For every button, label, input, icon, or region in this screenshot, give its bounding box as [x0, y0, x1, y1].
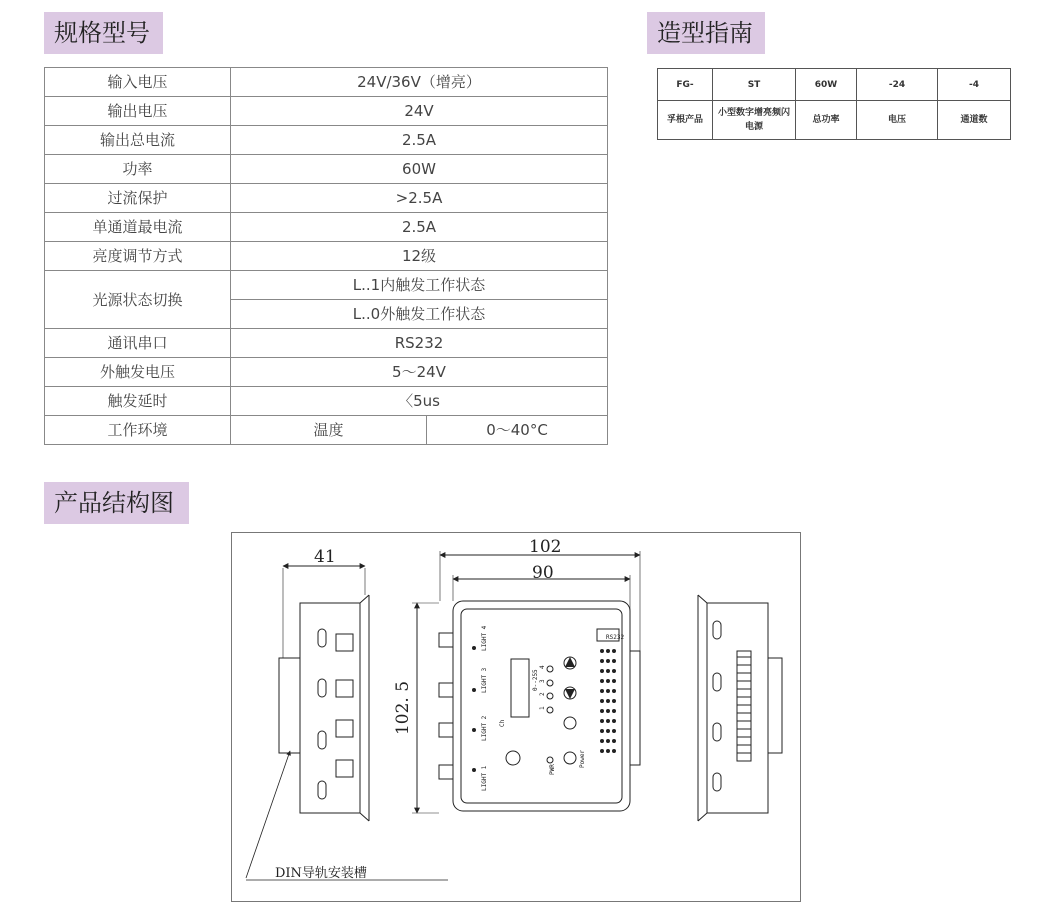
spec-table: [44, 67, 608, 445]
channel-number-3: 3: [539, 679, 546, 683]
spec-value: 60W: [231, 155, 608, 184]
spec-value: 2.5A: [231, 126, 608, 155]
spec-label: 单通道最电流: [45, 213, 231, 242]
structure-drawing: [231, 532, 801, 902]
spec-label: 输出总电流: [45, 126, 231, 155]
spec-value: >2.5A: [231, 184, 608, 213]
spec-value: 〈5us: [231, 387, 608, 416]
guide-code: -24: [857, 69, 938, 101]
guide-code: 60W: [796, 69, 857, 101]
guide-code: ST: [713, 69, 796, 101]
pwr-label: PWR: [549, 764, 556, 775]
guide-meaning: 总功率: [796, 101, 857, 140]
spec-label: 外触发电压: [45, 358, 231, 387]
spec-label: 触发延时: [45, 387, 231, 416]
dim-label-41: 41: [314, 547, 336, 567]
terminal-label: RS232: [606, 634, 625, 641]
light-label-1: LIGHT 1: [481, 765, 488, 791]
spec-value: L..0外触发工作状态: [231, 300, 608, 329]
spec-label: 工作环境: [45, 416, 231, 445]
channel-number-2: 2: [539, 692, 546, 696]
table-row: [45, 155, 608, 184]
light-label-3: LIGHT 3: [481, 667, 488, 693]
spec-label: 亮度调节方式: [45, 242, 231, 271]
guide-code: -4: [938, 69, 1011, 101]
table-row: [45, 329, 608, 358]
spec-label: 通讯串口: [45, 329, 231, 358]
spec-label: 光源状态切换: [45, 271, 231, 329]
spec-value: 5～24V: [231, 358, 608, 387]
light-label-4: LIGHT 4: [481, 625, 488, 651]
spec-value: 12级: [231, 242, 608, 271]
dim-label-90: 90: [532, 563, 554, 583]
channel-number-4: 4: [539, 665, 546, 669]
dim-label-102-5: 102. 5: [393, 680, 414, 736]
light-label-2: LIGHT 2: [481, 715, 488, 741]
din-rail-label: DIN导轨安装槽: [275, 866, 367, 881]
section-title-specs: 规格型号: [44, 12, 163, 54]
guide-meaning: 孚根产品: [658, 101, 713, 140]
spec-value: 24V/36V（增亮）: [231, 68, 608, 97]
left-side-view: [246, 566, 448, 880]
guide-code: FG-: [658, 69, 713, 101]
section-title-structure: 产品结构图: [44, 482, 189, 524]
table-row: [658, 69, 1011, 101]
spec-value: 0～40°C: [427, 416, 608, 445]
table-row: [45, 68, 608, 97]
spec-value: RS232: [231, 329, 608, 358]
table-row: [45, 126, 608, 155]
table-row: [45, 97, 608, 126]
table-row: [658, 101, 1011, 140]
range-label: 0--255: [532, 669, 539, 691]
table-row: [45, 387, 608, 416]
spec-label: 输入电压: [45, 68, 231, 97]
table-row: [45, 213, 608, 242]
front-view: [412, 551, 640, 813]
dim-label-102: 102: [529, 537, 562, 557]
ch-label: Ch: [499, 719, 506, 727]
guide-meaning: 电压: [857, 101, 938, 140]
channel-number-1: 1: [539, 706, 546, 710]
table-row: [45, 271, 608, 300]
structure-drawing-svg: [232, 533, 800, 901]
spec-label: 输出电压: [45, 97, 231, 126]
spec-label: 功率: [45, 155, 231, 184]
spec-value: 2.5A: [231, 213, 608, 242]
guide-meaning: 小型数字增亮频闪电源: [713, 101, 796, 140]
section-title-guide: 造型指南: [647, 12, 765, 54]
spec-param: 温度: [231, 416, 427, 445]
spec-value: 24V: [231, 97, 608, 126]
table-row: [45, 184, 608, 213]
spec-value: L..1内触发工作状态: [231, 271, 608, 300]
guide-table: [657, 68, 1011, 140]
table-row: [45, 242, 608, 271]
table-row: [45, 358, 608, 387]
power-label: Power: [579, 749, 586, 768]
right-side-view: [698, 595, 782, 821]
table-row: [45, 416, 608, 445]
guide-meaning: 通道数: [938, 101, 1011, 140]
spec-label: 过流保护: [45, 184, 231, 213]
